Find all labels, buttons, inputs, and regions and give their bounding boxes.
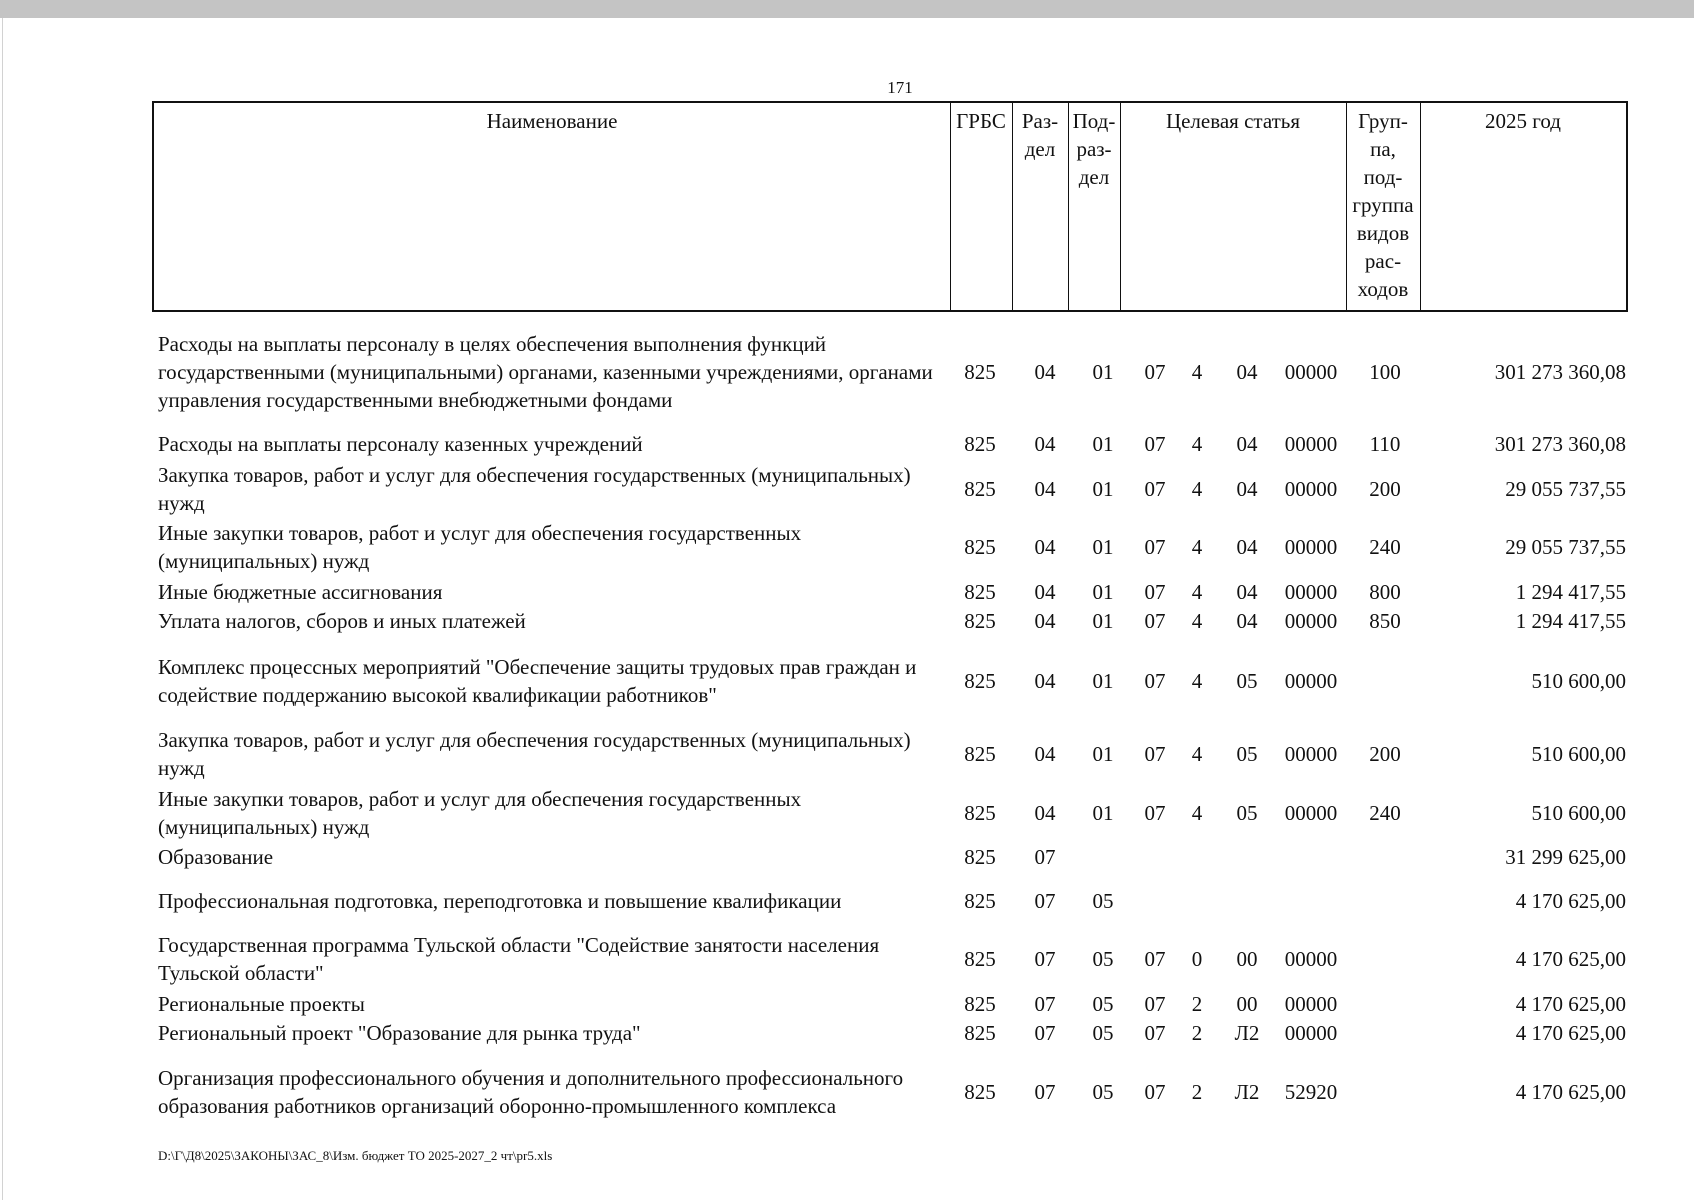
page-number: 171 [887, 78, 913, 97]
row-target-type: 2 [1191, 992, 1203, 1016]
row-target-direction: 00000 [1284, 477, 1338, 501]
row-razdel: 07 [1034, 947, 1056, 971]
row-target-direction: 00000 [1284, 535, 1338, 559]
row-target-type: 2 [1191, 1080, 1203, 1104]
row-expense-group: 240 [1369, 801, 1401, 825]
row-razdel: 04 [1034, 742, 1056, 766]
row-amount: 29 055 737,55 [1505, 535, 1626, 559]
table-row [0, 430, 1694, 458]
row-name: Расходы на выплаты персоналу казенных учреждений [158, 432, 643, 456]
table-row [0, 460, 1694, 518]
row-name: Образование [158, 845, 274, 869]
row-grbs: 825 [964, 432, 996, 456]
row-target-type: 4 [1191, 432, 1203, 456]
row-grbs: 825 [964, 360, 996, 384]
row-target-type: 0 [1191, 947, 1203, 971]
row-grbs: 825 [964, 609, 996, 633]
row-podrazdel: 05 [1092, 1021, 1114, 1045]
row-amount: 301 273 360,08 [1494, 360, 1626, 384]
scan-top-border [0, 0, 1694, 18]
row-grbs: 825 [964, 477, 996, 501]
row-target-direction: 00000 [1284, 669, 1338, 693]
row-name: Организация профессионального обучения и дополнительного профессионального образования работников организаций оборонно-промышленного комплекса [158, 1066, 904, 1118]
row-name: Иные бюджетные ассигнования [158, 580, 443, 604]
row-grbs: 825 [964, 1021, 996, 1045]
row-target-element: 05 [1236, 742, 1258, 766]
row-target-direction: 00000 [1284, 580, 1338, 604]
row-razdel: 07 [1034, 845, 1056, 869]
row-target-type: 4 [1191, 580, 1203, 604]
row-target-program: 07 [1144, 742, 1166, 766]
row-target-element: Л2 [1234, 1021, 1260, 1045]
table-row [0, 843, 1694, 871]
row-target-program: 07 [1144, 1021, 1166, 1045]
row-razdel: 04 [1034, 535, 1056, 559]
row-target-direction: 00000 [1284, 947, 1338, 971]
row-podrazdel: 05 [1092, 992, 1114, 1016]
row-target-direction: 00000 [1284, 1021, 1338, 1045]
row-expense-group: 200 [1369, 742, 1401, 766]
row-name: Иные закупки товаров, работ и услуг для обеспечения государственных (муниципальных) нужд [158, 787, 802, 839]
row-razdel: 07 [1034, 1021, 1056, 1045]
row-grbs: 825 [964, 947, 996, 971]
table-row [0, 328, 1694, 416]
table-header [152, 101, 1628, 312]
table-row [0, 1048, 1694, 1136]
row-grbs: 825 [964, 992, 996, 1016]
table-row [0, 518, 1694, 576]
row-expense-group: 200 [1369, 477, 1401, 501]
row-amount: 510 600,00 [1531, 801, 1626, 825]
row-target-element: 04 [1236, 477, 1258, 501]
row-amount: 1 294 417,55 [1515, 580, 1626, 604]
row-name: Расходы на выплаты персоналу в целях обеспечения выполнения функций государственными (муниципальными) органами, казенными учреждениями, органами управления государственными внебюджетными фондами [158, 332, 933, 412]
row-target-type: 4 [1191, 801, 1203, 825]
row-name: Закупка товаров, работ и услуг для обеспечения государственных (муниципальных) нужд [158, 463, 911, 515]
row-razdel: 04 [1034, 801, 1056, 825]
row-expense-group: 850 [1369, 609, 1401, 633]
row-grbs: 825 [964, 669, 996, 693]
row-razdel: 04 [1034, 609, 1056, 633]
row-target-program: 07 [1144, 535, 1166, 559]
row-target-type: 4 [1191, 609, 1203, 633]
table-row [0, 887, 1694, 915]
row-target-element: 04 [1236, 609, 1258, 633]
row-target-element: 04 [1236, 432, 1258, 456]
table-row [0, 578, 1694, 606]
row-amount: 29 055 737,55 [1505, 477, 1626, 501]
row-razdel: 04 [1034, 360, 1056, 384]
row-razdel: 07 [1034, 1080, 1056, 1104]
row-expense-group: 800 [1369, 580, 1401, 604]
row-target-direction: 00000 [1284, 360, 1338, 384]
row-grbs: 825 [964, 889, 996, 913]
header-target-article: Целевая статья [1165, 109, 1301, 133]
row-amount: 4 170 625,00 [1515, 1021, 1626, 1045]
row-target-program: 07 [1144, 609, 1166, 633]
row-amount: 4 170 625,00 [1515, 992, 1626, 1016]
row-name: Государственная программа Тульской области "Содействие занятости населения Тульской области" [158, 933, 880, 985]
row-razdel: 04 [1034, 477, 1056, 501]
row-name: Региональный проект "Образование для рынка труда" [158, 1021, 641, 1045]
row-grbs: 825 [964, 580, 996, 604]
row-expense-group: 240 [1369, 535, 1401, 559]
row-razdel: 04 [1034, 580, 1056, 604]
row-target-type: 4 [1191, 477, 1203, 501]
row-target-element: 05 [1236, 801, 1258, 825]
row-amount: 510 600,00 [1531, 742, 1626, 766]
row-target-element: 00 [1236, 992, 1258, 1016]
row-target-element: 05 [1236, 669, 1258, 693]
row-target-program: 07 [1144, 580, 1166, 604]
row-target-program: 07 [1144, 992, 1166, 1016]
header-razdel: Раз- дел [1021, 109, 1059, 161]
row-target-program: 07 [1144, 432, 1166, 456]
row-target-element: 04 [1236, 580, 1258, 604]
row-target-direction: 00000 [1284, 992, 1338, 1016]
row-grbs: 825 [964, 845, 996, 869]
row-target-direction: 00000 [1284, 801, 1338, 825]
row-amount: 4 170 625,00 [1515, 947, 1626, 971]
header-expense-group: Груп- па, под- группа видов рас- ходов [1352, 109, 1414, 301]
row-target-element: 04 [1236, 360, 1258, 384]
row-razdel: 07 [1034, 992, 1056, 1016]
row-expense-group: 110 [1369, 432, 1401, 456]
row-podrazdel: 05 [1092, 1080, 1114, 1104]
row-target-element: 00 [1236, 947, 1258, 971]
row-grbs: 825 [964, 535, 996, 559]
footer-file-path: D:\Г\Д8\2025\ЗАКОНЫ\ЗАС_8\Изм. бюджет ТО 2025-2027_2 чт\pr5.xls [158, 1148, 553, 1163]
row-podrazdel: 01 [1092, 360, 1114, 384]
row-grbs: 825 [964, 1080, 996, 1104]
row-target-type: 4 [1191, 360, 1203, 384]
row-target-program: 07 [1144, 947, 1166, 971]
table-row [0, 930, 1694, 988]
header-name: Наименование [486, 109, 618, 133]
row-amount: 1 294 417,55 [1515, 609, 1626, 633]
row-grbs: 825 [964, 742, 996, 766]
row-podrazdel: 01 [1092, 580, 1114, 604]
row-target-direction: 00000 [1284, 432, 1338, 456]
row-podrazdel: 01 [1092, 477, 1114, 501]
row-razdel: 04 [1034, 432, 1056, 456]
table-row [0, 607, 1694, 635]
row-podrazdel: 05 [1092, 947, 1114, 971]
header-grbs: ГРБС [956, 109, 1006, 133]
row-amount: 510 600,00 [1531, 669, 1626, 693]
row-name: Профессиональная подготовка, переподготовка и повышение квалификации [158, 889, 842, 913]
row-name: Уплата налогов, сборов и иных платежей [158, 609, 526, 633]
row-podrazdel: 01 [1092, 535, 1114, 559]
header-podrazdel: Под- раз- дел [1072, 109, 1116, 189]
row-podrazdel: 01 [1092, 609, 1114, 633]
row-target-type: 2 [1191, 1021, 1203, 1045]
row-target-direction: 00000 [1284, 609, 1338, 633]
table-row [0, 784, 1694, 842]
row-target-direction: 52920 [1284, 1080, 1338, 1104]
table-row [0, 725, 1694, 783]
row-amount: 301 273 360,08 [1494, 432, 1626, 456]
row-target-program: 07 [1144, 669, 1166, 693]
row-podrazdel: 05 [1092, 889, 1114, 913]
row-amount: 4 170 625,00 [1515, 889, 1626, 913]
row-target-program: 07 [1144, 1080, 1166, 1104]
row-podrazdel: 01 [1092, 669, 1114, 693]
row-target-program: 07 [1144, 801, 1166, 825]
row-amount: 31 299 625,00 [1505, 845, 1626, 869]
row-razdel: 04 [1034, 669, 1056, 693]
row-target-program: 07 [1144, 360, 1166, 384]
row-target-type: 4 [1191, 535, 1203, 559]
row-target-type: 4 [1191, 669, 1203, 693]
row-name: Закупка товаров, работ и услуг для обеспечения государственных (муниципальных) нужд [158, 728, 911, 780]
row-name: Комплекс процессных мероприятий "Обеспечение защиты трудовых прав граждан и содействие поддержанию высокой квалификации работников" [158, 655, 917, 707]
header-year-2025: 2025 год [1485, 109, 1561, 133]
table-row [0, 990, 1694, 1018]
row-razdel: 07 [1034, 889, 1056, 913]
row-name: Иные закупки товаров, работ и услуг для обеспечения государственных (муниципальных) нужд [158, 521, 802, 573]
row-amount: 4 170 625,00 [1515, 1080, 1626, 1104]
row-grbs: 825 [964, 801, 996, 825]
row-podrazdel: 01 [1092, 432, 1114, 456]
row-target-element: Л2 [1234, 1080, 1260, 1104]
row-podrazdel: 01 [1092, 742, 1114, 766]
row-target-type: 4 [1191, 742, 1203, 766]
row-target-element: 04 [1236, 535, 1258, 559]
row-name: Региональные проекты [158, 992, 365, 1016]
row-target-program: 07 [1144, 477, 1166, 501]
row-expense-group: 100 [1369, 360, 1401, 384]
row-target-direction: 00000 [1284, 742, 1338, 766]
table-row [0, 1019, 1694, 1047]
table-row [0, 651, 1694, 711]
row-podrazdel: 01 [1092, 801, 1114, 825]
